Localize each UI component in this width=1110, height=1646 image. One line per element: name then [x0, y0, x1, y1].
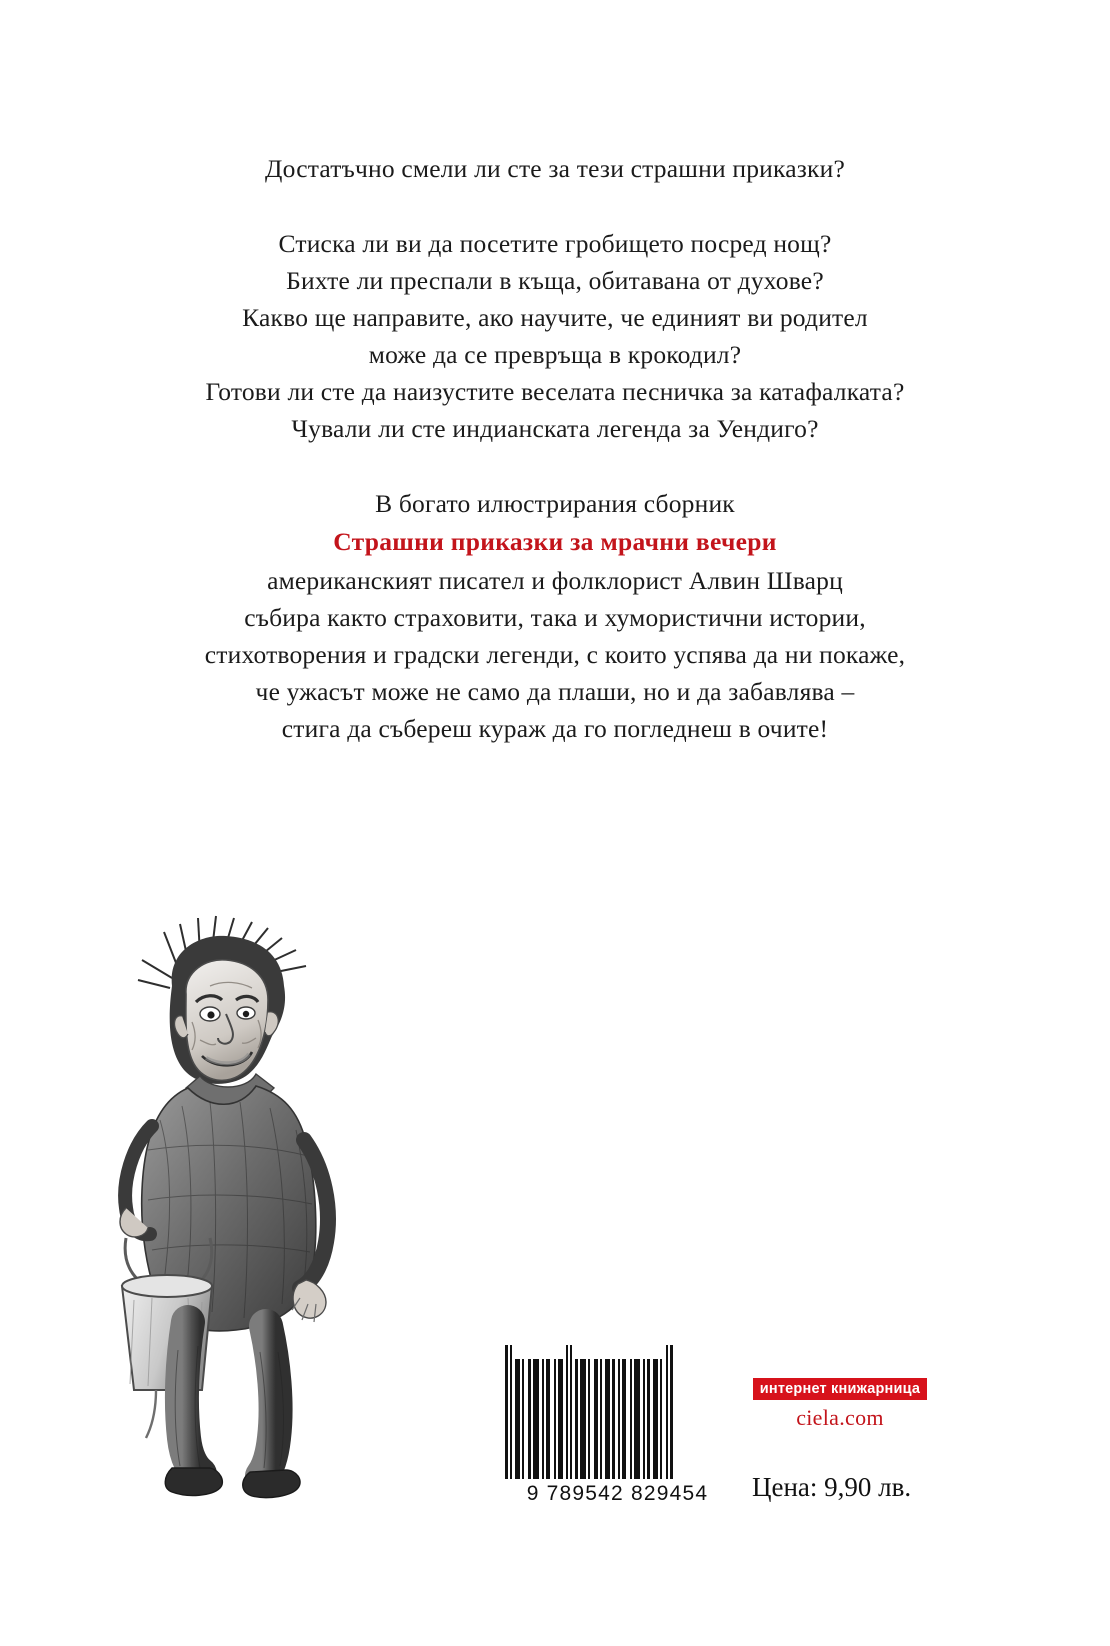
blurb-text [115, 150, 995, 747]
blurb-description-line: стига да събереш кураж да го погледнеш в очите! [281, 714, 829, 743]
hand-right [293, 1280, 326, 1318]
blurb-description [115, 485, 995, 747]
blurb-question: Какво ще направите, ако научите, че единият ви родител [242, 303, 868, 332]
price-label: Цена: 9,90 лв. [752, 1472, 912, 1502]
blurb-question: може да се превръща в крокодил? [368, 340, 742, 369]
blurb-question: Стиска ли ви да посетите гробището посред нощ? [278, 229, 832, 258]
blurb-question: Готови ли сте да наизустите веселата песничка за катафалката? [205, 377, 905, 406]
barcode-block [505, 1359, 730, 1506]
book-title: Страшни приказки за мрачни вечери [333, 527, 777, 556]
blurb-question: Чували ли сте индианската легенда за Уендиго? [291, 414, 819, 443]
barcode-number: 9 789542 829454 [526, 1482, 709, 1505]
blurb-opening-line: Достатъчно смели ли сте за тези страшни приказки? [265, 154, 845, 183]
blurb-description-line: стихотворения и градски легенди, с които успява да ни покаже, [204, 640, 906, 669]
barcode-image [505, 1359, 730, 1479]
publisher-website[interactable]: ciela.com [796, 1405, 884, 1430]
blurb-question-list [115, 225, 995, 447]
blurb-description-line: В богато илюстрирания сборник [375, 489, 735, 518]
cover-footer [0, 1381, 1110, 1646]
blurb-description-line: че ужасът може не само да плаши, но и да забавлява – [255, 677, 855, 706]
publisher-block [740, 1378, 940, 1431]
blurb-description-line: американският писател и фолклорист Алвин Шварц [267, 566, 843, 595]
blurb-description-line: събира както страховити, така и хумористични истории, [244, 603, 866, 632]
blurb-question: Бихте ли преспали в къща, обитавана от духове? [286, 266, 824, 295]
publisher-tag: интернет книжарница [753, 1378, 927, 1400]
